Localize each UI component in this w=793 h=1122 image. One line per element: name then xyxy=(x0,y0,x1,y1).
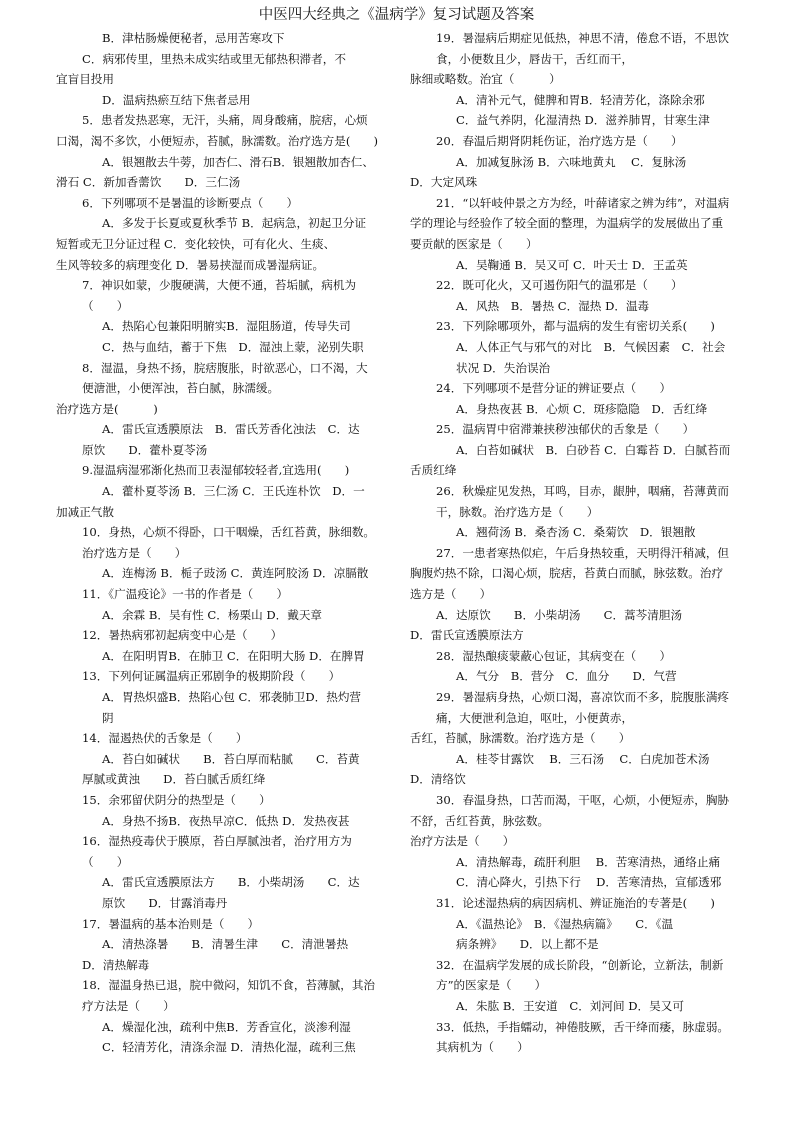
page-title: 中医四大经典之《温病学》复习试题及答案 xyxy=(258,7,535,23)
text-line: 加减正气散 xyxy=(56,504,114,519)
text-line: A．连梅汤 B．栀子豉汤 C．黄连阿胶汤 D．凉膈散 xyxy=(102,566,369,581)
text-line: 生风等较多的病理变化 D．暑易挟湿而成暑湿病证。 xyxy=(56,257,325,272)
text-line: 便溏泄，小便浑浊，苔白腻，脉濡缓。 xyxy=(82,381,280,396)
text-line: （ ） xyxy=(82,298,129,313)
text-line: 12．暑热病邪初起病变中心是（ ） xyxy=(82,628,283,643)
text-line: A．人体正气与邪气的对比 B．气候因素 C．社会 xyxy=(456,339,726,354)
text-line: 干，脉数。治疗选方是（ ） xyxy=(436,504,599,519)
text-line: A．加减复脉汤 B．六味地黄丸 C．复脉汤 xyxy=(456,154,687,169)
text-line: D．雷氏宣透膜原法方 xyxy=(410,628,524,643)
text-line: A．苔白如碱状 B．苔白厚而粘腻 C．苔黄 xyxy=(102,751,360,766)
text-line: 19．暑湿病后期症见低热，神思不清，倦怠不语，不思饮 xyxy=(436,31,730,45)
text-line: C．益气养阴，化湿清热 D．滋养肺胃，甘寒生津 xyxy=(456,113,710,128)
text-line: 25．温病胃中宿滞兼挟秽浊郁伏的舌象是（ ） xyxy=(436,422,695,437)
right-column xyxy=(410,28,740,1058)
text-line: 13．下列何证属温病正邪剧争的极期阶段（ ） xyxy=(82,669,341,684)
text-line: 胸腹灼热不除，口渴心烦，脘痞，苔黄白而腻，脉弦数。治疗 xyxy=(410,566,724,581)
text-line: A．藿朴夏苓汤 B．三仁汤 C．王氏连朴饮 D．一 xyxy=(102,484,365,499)
text-line: 选方是（ ） xyxy=(410,587,492,602)
text-line: 31．论述湿热病的病因病机、辨证施治的专著是( ) xyxy=(436,895,715,910)
text-line: 方”的医家是（ ） xyxy=(436,978,547,993)
text-line: 原饮 D．甘露消毒丹 xyxy=(102,895,228,910)
text-line: 病条辨》 D．以上都不是 xyxy=(456,937,599,952)
text-line: 17．暑温病的基本治则是（ ） xyxy=(82,916,260,931)
text-line: A．热陷心包兼阳明腑实B．湿阻肠道，传导失司 xyxy=(102,319,351,334)
text-line: A．达原饮 B．小柴胡汤 C．蒿芩清胆汤 xyxy=(436,607,683,622)
text-line: 舌红，苔腻，脉濡数。治疗选方是（ ） xyxy=(410,731,631,746)
text-line: 原饮 D．藿朴夏苓汤 xyxy=(82,442,208,457)
text-line: 21．“以轩岐仲景之方为经，叶薛诸家之辨为纬”，对温病 xyxy=(436,195,730,210)
text-line: 厚腻或黄浊 D．苔白腻舌质红绛 xyxy=(82,772,266,787)
text-line: 10．身热，心烦不得卧，口干咽燥，舌红苔黄，脉细数。 xyxy=(82,525,376,540)
text-line: 28．湿热酿痰蒙蔽心包证，其病变在（ ） xyxy=(436,648,672,663)
text-line: 脉细或略数。治宜（ ） xyxy=(410,72,561,87)
text-line: 22．既可化火，又可遏伤阳气的温邪是（ ） xyxy=(436,278,683,293)
text-line: A．燥湿化浊，疏利中焦B．芳香宣化，淡渗利湿 xyxy=(102,1019,351,1034)
text-line: A．翘荷汤 B．桑杏汤 C．桑菊饮 D．银翘散 xyxy=(456,525,696,540)
text-line: D．清热解毒 xyxy=(82,957,150,972)
text-line: C．轻清芳化，清涤余湿 D．清热化湿，疏利三焦 xyxy=(102,1040,356,1055)
text-line: 要贡献的医家是（ ） xyxy=(410,236,538,251)
text-line: A．身热不扬B．夜热早凉C．低热 D．发热夜甚 xyxy=(102,813,350,828)
text-line: 24．下列哪项不是营分证的辨证要点（ ） xyxy=(436,381,672,396)
text-line: A．余霖 B．吴有性 C．杨栗山 D．戴天章 xyxy=(102,607,323,622)
text-line: 治疗选方是( ) xyxy=(56,401,158,416)
text-line: A．在阳明胃B．在肺卫 C．在阳明大肠 D．在脾胃 xyxy=(102,648,365,663)
text-line: 疗方法是（ ） xyxy=(82,998,175,1013)
text-line: 11．《广温疫论》一书的作者是（ ） xyxy=(82,587,289,602)
text-line: C．病邪传里，里热未成实结或里无郁热积滞者，不 xyxy=(82,51,346,66)
text-line: A．气分 B．营分 C．血分 D．气营 xyxy=(456,669,677,684)
text-line: A．朱肱 B．王安道 C．刘河间 D．吴又可 xyxy=(456,998,684,1013)
text-line: A．清热解毒，疏肝利胆 B．苦寒清热，通络止痛 xyxy=(456,854,721,869)
text-line: A．清热涤暑 B．清暑生津 C．清泄暑热 xyxy=(102,937,349,952)
text-line: 食，小便数且少，唇齿干，舌红而干， xyxy=(436,51,634,66)
text-line: 口渴，渴不多饮，小便短赤，苔腻，脉濡数。治疗选方是( ) xyxy=(56,133,379,148)
text-line: C．热与血结，蓄于下焦 D．湿浊上蒙，泌别失职 xyxy=(102,339,364,354)
text-line: 23．下列除哪项外，都与温病的发生有密切关系( ) xyxy=(436,319,715,334)
text-line: 滑石 C．新加香薷饮 D．三仁汤 xyxy=(56,175,241,190)
text-line: A．银翘散去牛蒡，加杏仁、滑石B．银翘散加杏仁、 xyxy=(102,154,374,169)
text-line: D．大定风珠 xyxy=(410,175,478,190)
text-line: D．清络饮 xyxy=(410,772,466,787)
text-line: A．胃热炽盛B．热陷心包 C．邪袭肺卫D．热灼营 xyxy=(102,690,362,704)
text-line: A．多发于长夏或夏秋季节 B．起病急，初起卫分证 xyxy=(102,216,367,231)
text-line: 9.湿温病湿邪渐化热而卫表湿郁较轻者,宜选用( ) xyxy=(82,463,350,478)
text-line: 阴 xyxy=(102,710,114,725)
text-line: 治疗方法是（ ） xyxy=(410,834,515,849)
text-line: 短暂或无卫分证过程 C．变化较快，可有化火、生痰、 xyxy=(56,236,336,251)
text-line: D．温病热瘀互结下焦者忌用 xyxy=(102,92,251,107)
text-line: 舌质红绛 xyxy=(410,463,457,478)
text-line: 8．湿温，身热不扬，脘痞腹胀，时欲恶心，口不渴，大 xyxy=(82,360,368,375)
text-line: 33．低热，手指蠕动，神倦肢厥，舌干绛而痿，脉虚弱。 xyxy=(436,1019,730,1034)
text-line: 32．在温病学发展的成长阶段，“创新论，立新法，制新 xyxy=(436,957,724,972)
text-line: 30．春温身热，口苦而渴，干呕，心烦，小便短赤，胸胁 xyxy=(436,792,730,807)
text-line: B．津枯肠燥便秘者，忌用苦寒攻下 xyxy=(102,31,285,45)
text-line: （ ） xyxy=(82,854,129,869)
text-line: 16．湿热疫毒伏于膜原，苔白厚腻浊者，治疗用方为 xyxy=(82,834,352,849)
text-line: A．白苔如碱状 B．白砂苔 C．白霉苔 D．白腻苔而 xyxy=(456,442,731,457)
left-column xyxy=(56,28,384,1058)
text-line: C．清心降火，引热下行 D．苦寒清热，宣郁透邪 xyxy=(456,875,722,890)
text-line: 29．暑湿病身热，心烦口渴，喜凉饮而不多，脘腹胀满疼 xyxy=(436,690,730,704)
text-line: 痛，大便泄利急迫，呕吐，小便黄赤， xyxy=(436,710,634,725)
text-line: 18．湿温身热已退，脘中微闷，知饥不食，苔薄腻，其治 xyxy=(82,978,376,993)
text-line: 15．余邪留伏阴分的热型是（ ） xyxy=(82,792,271,807)
text-line: 14．湿遏热伏的舌象是（ ） xyxy=(82,731,248,746)
text-line: A．桂苓甘露饮 B．三石汤 C．白虎加苍术汤 xyxy=(456,751,710,766)
text-line: A．风热 B．暑热 C．湿热 D．温毒 xyxy=(456,298,650,313)
text-line: A．雷氏宣透膜原法 B．雷氏芳香化浊法 C．达 xyxy=(102,422,360,437)
text-line: 7．神识如蒙，少腹硬满，大便不通，苔垢腻，病机为 xyxy=(82,278,357,293)
text-line: 状况 D．失治误治 xyxy=(456,360,551,375)
text-line: 27．一患者寒热似疟，午后身热较重，天明得汗稍减，但 xyxy=(436,545,730,560)
text-line: 宜盲目投用 xyxy=(56,72,114,87)
text-line: 学的理论与经验作了较全面的整理，为温病学的发展做出了重 xyxy=(410,216,724,231)
text-line: A．身热夜甚 B．心烦 C．斑疹隐隐 D．舌红绛 xyxy=(456,401,708,416)
text-line: 26．秋燥症见发热，耳鸣，目赤，龈肿，咽痛，苔薄黄而 xyxy=(436,484,730,499)
text-line: A．雷氏宣透膜原法方 B．小柴胡汤 C．达 xyxy=(102,875,360,890)
text-line: 5．患者发热恶寒，无汗，头痛，周身酸痛，脘痞，心烦 xyxy=(82,113,368,128)
text-line: 其病机为（ ） xyxy=(436,1040,529,1055)
text-line: A．吴鞠通 B．吴又可 C．叶天士 D．王孟英 xyxy=(456,257,688,272)
text-line: A．清补元气，健脾和胃B．轻清芳化，涤除余邪 xyxy=(456,92,705,107)
text-line: 6．下列哪项不是暑温的诊断要点（ ） xyxy=(82,195,299,210)
text-line: 20．春温后期肾阴耗伤证，治疗选方是（ ） xyxy=(436,133,683,148)
text-line: A．《温热论》 B．《湿热病篇》 C．《温 xyxy=(456,916,674,931)
text-line: 治疗选方是（ ） xyxy=(82,545,187,560)
text-line: 不舒，舌红苔黄，脉弦数。 xyxy=(410,813,550,828)
